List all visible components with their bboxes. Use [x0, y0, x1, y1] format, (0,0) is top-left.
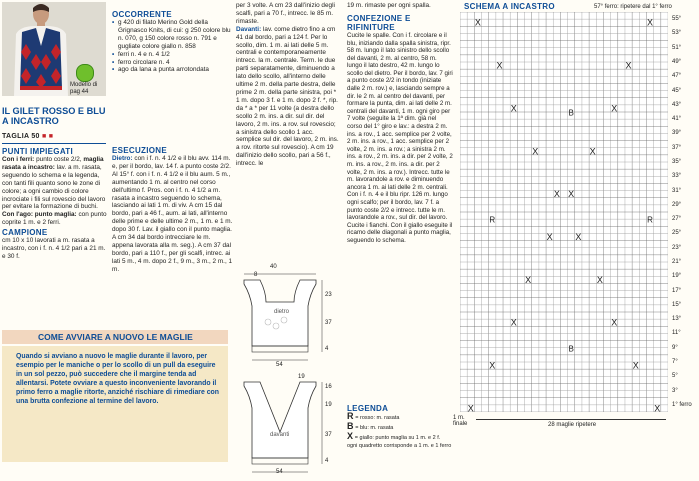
row-label: 17°	[672, 287, 682, 294]
cell-x-mark: X	[510, 103, 517, 114]
row-label: 33°	[672, 173, 682, 180]
front-label: Davanti:	[236, 25, 262, 33]
front-rib	[252, 458, 308, 464]
front-text: lav. come dietro fino a cm 41 dal bordo, pari a 124 f. Per lo scollo, dim. 1 m. ai lati delle 5 m. centrali e contemporaneamente intrecc. la m. centrale. Term. le due parti separatamente, diminuendo a lato dello scollo, all'interno delle ultime 2 m. della parte destra, delle prime 2 m. della parte sinistra, poi * 1 m. dopo 3 f. e 1 m. dopo 2 f. *, rip. da * a * per 11 volte (a destra dello scollo 2 m. ins. a dir. sul dir. del lavoro, 2 m. ins. a rov. sul rovescio; a sinistra dello scollo 1 acc. semplice sul dir. del lavoro, 2 m. ins. a rov. ritorte sul rovescio). A cm 19 dall'inizio dello scollo, pari a 56 f., intrecc. le	[236, 25, 339, 168]
legend-item	[347, 420, 453, 433]
first-stitch-label: 1 m. finale	[453, 415, 468, 427]
stitches-duplicate-label: punto maglia:	[34, 211, 77, 219]
row-label: 13°	[672, 316, 682, 323]
front-outline	[244, 382, 316, 458]
legend-symbol-x: X	[347, 430, 354, 441]
legend-heading: LEGENDA	[347, 404, 389, 413]
row-label: 37°	[672, 144, 682, 151]
finishing-heading: CONFEZIONE E RIFINITURE	[347, 13, 411, 32]
legend	[347, 404, 453, 449]
stitches-paragraph-needles	[2, 156, 108, 211]
cell-x-mark: X	[647, 17, 654, 28]
row-label: 39°	[672, 130, 682, 137]
cell-x-mark: X	[474, 17, 481, 28]
execution-heading: ESECUZIONE	[112, 146, 168, 155]
front-right-measure: 37	[325, 432, 332, 438]
cell-x-mark: X	[632, 360, 639, 371]
legend-symbol-r: R	[347, 411, 354, 421]
cell-x-mark: X	[654, 403, 661, 412]
back-label: dietro	[274, 309, 290, 315]
schema-top-note: 57° ferro: ripetere dal 1° ferro	[594, 4, 672, 10]
legend-symbol-b: B	[347, 420, 354, 431]
cell-x-mark: X	[467, 403, 474, 412]
front-top-measure: 19	[298, 374, 305, 380]
front-right-measure: 4	[325, 458, 329, 464]
repeat-label: 28 maglie ripetere	[548, 422, 597, 428]
cell-r-label: R	[647, 215, 653, 225]
stitches-section	[2, 147, 108, 261]
size-label-text: TAGLIA 50	[2, 133, 40, 140]
cell-x-mark: X	[496, 60, 503, 71]
cell-x-mark: X	[596, 274, 603, 285]
stitches-paragraph-needle	[2, 211, 108, 227]
row-label: 51°	[672, 44, 682, 51]
back-text: con i f. n. 4 1/2 e il blu avv. 114 m. e, per il bordo, lav. 14 f. a punto coste 2/2. Al 15° f. con i f. n. 4 1/2 e il blu aum. 5 m., aumentando 1 m. al centro nel corso dell'ultimo f. Pros. con i f. n. 4 1/2 a m. rasata a incastro seguendo lo schema, lasciando ai lati 1 m. di viv. A cm 15 dal bordo, pari a 46 f., aum. ai lati, all'interno delle prime e delle ultime 2 m., 1 m. e 1 m. dopo 30 f. Lav. il giallo con il punto maglia. A cm 34 dal bordo intrecciare le m. appena lavorata alla m. seg.). A cm 37 dal bordo, pari a 110 f., per gli scalfi, intrec. ai lati 5 m., 4 m. dopo 2 f., 9 m., 3 m., 2 m., 1 m.	[112, 155, 233, 273]
cell-b-label: B	[568, 108, 574, 118]
cell-x-mark: X	[553, 189, 560, 200]
row-label: 49°	[672, 59, 682, 65]
back-top-measure: 40	[270, 264, 277, 270]
materials-section	[112, 10, 234, 74]
execution-continued	[236, 2, 340, 168]
back-label: Dietro:	[112, 155, 133, 162]
cell-r-label: R	[489, 215, 496, 225]
diagrams	[236, 262, 340, 476]
back-right-measure: 23	[325, 292, 332, 298]
model-photo	[2, 2, 106, 96]
back-side-measure: 8	[254, 272, 258, 278]
row-label: 11°	[672, 330, 681, 337]
row-label: 9°	[672, 344, 678, 351]
cell-x-mark: X	[510, 317, 517, 328]
row-label: 43°	[672, 101, 682, 108]
page-title: IL GILET ROSSO E BLU A INCASTRO	[2, 106, 106, 126]
row-label: 19°	[672, 273, 682, 280]
tip-box	[2, 346, 228, 462]
front-bottom-measure: 54	[276, 469, 283, 475]
row-label: 31°	[672, 187, 682, 194]
row-label: 45°	[672, 87, 682, 94]
materials-item: • ago da lana a punta arrotondata	[112, 66, 234, 74]
row-label: 1° ferro	[672, 401, 692, 408]
row-label: 41°	[672, 116, 682, 123]
photo-caption: Modello di pag 44	[70, 82, 98, 95]
row-labels	[670, 12, 698, 412]
row-label: 29°	[672, 201, 682, 208]
front-right-measure: 16	[325, 384, 332, 390]
finishing-section	[347, 2, 453, 245]
execution-col2a: per 3 volte. A cm 23 dall'inizio degli scalfi, pari a 70 f., intrecc. le 85 m. rimaste.	[236, 2, 335, 25]
legend-item	[347, 413, 453, 423]
size-marker-icon: ■ ■	[41, 133, 54, 140]
stitches-duplicate-text: con punto coprite 1 m. e 2 ferri.	[2, 211, 107, 227]
finishing-text: Cucite le spalle. Con i f. circolare e il blu, iniziando dalla spalla sinistra, ripr. 58 m. lungo il lato sinistro dello scollo del davanti, 2 m. al centro, 58 m. lungo il lato destro, 42 m. lungo lo scollo del dietro. Per il bordo, lav. 7 giri a punto coste 2/2 in tondo (iniziate dalle 2 m. rov.) e, lasciando sempre a dir. le 2 m. al centro del davanti, per formare la punta, dim. ai lati delle 2 m. centrali del davanti, 1 m. ogni giro per 7 volte (seguite la 1ª dim. già nel corso del 1° giro e lav.: a destra 2 m. ins. a rov., 1 acc. semplice per 2 volte, 2 m. ins. a rov., 1 acc. semplice per 2 volte, 2 m. ins. a rov.; a sinistra 2 m. ins. a rov., 2 m. ins. a dir. per 2 volte, 2 m. ins. a rov., 2 m. ins. a dir. per 2 volte, 2 m. ins. a rov.). Intrecc. tutte le m. lavorandole a rov. e diminuendo ancora 1 m. ai lati delle 2 m. centrali. Con i f. n. 4 e il blu ripr. 126 m. lungo ogni scalfo; per il bordo, lav. 7 f. a punto coste 2/2 e intrecc. tutte le m. lavorandole a rov., sul dir. del lavoro. Cucite i fianchi. Con il giallo eseguite il ricamo delle diagonali a punto maglia, seguendo lo schema.	[347, 31, 453, 244]
row-label: 23°	[672, 244, 682, 251]
execution-section	[112, 146, 233, 274]
cell-x-mark: X	[589, 146, 596, 157]
row-label: 47°	[672, 73, 682, 80]
back-rib	[252, 346, 308, 352]
materials-item: • ferri n. 4 e n. 4 1/2	[112, 51, 234, 59]
back-right-measure: 4	[325, 346, 329, 352]
divider	[2, 143, 106, 144]
cell-x-mark: X	[489, 360, 496, 371]
front-right-measure: 19	[325, 402, 332, 408]
row-label: 27°	[672, 216, 682, 223]
row-label: 7°	[672, 359, 678, 365]
row-label: 5°	[672, 373, 678, 380]
row-label: 53°	[672, 30, 682, 37]
row-label: 15°	[672, 301, 682, 308]
execution-col2b: 19 m. rimaste per ogni spalla.	[347, 2, 431, 9]
cell-x-mark: X	[525, 274, 532, 285]
cell-x-mark: X	[546, 232, 553, 242]
gauge-heading: CAMPIONE	[2, 228, 48, 238]
yarn-ball-icon	[76, 64, 94, 82]
materials-item: • ferro circolare n. 4	[112, 59, 234, 67]
materials-list	[112, 19, 234, 74]
legend-item	[347, 430, 453, 443]
row-label: 3°	[672, 387, 678, 394]
row-label: 25°	[672, 230, 682, 237]
row-label: 21°	[672, 259, 682, 265]
stitches-needles-text: punto coste 2/2,	[34, 156, 84, 163]
legend-text: = blu: m. rasata	[355, 424, 394, 431]
chart-grid	[460, 12, 668, 412]
cell-x-mark: X	[575, 232, 582, 242]
cell-x-mark: X	[625, 60, 632, 71]
back-right-measure: 37	[325, 320, 332, 326]
intarsia-chart	[460, 12, 668, 412]
legend-note: ogni quadretto corrisponde a 1 m. e 1 ferro	[347, 442, 452, 449]
tip-text: Quando si avviano a nuovo le maglie durante il lavoro, per esempio per le maniche o per lo scollo di un pull da eseguire in un sol pezzo, può succedere che il margine tenda ad allentarsi. Potete ovviare a questo inconveniente lavorando il primo ferro a maglie ritorte, anziché rischiare di rimediare con una brutta confezione al termine del lavoro.	[16, 353, 219, 406]
stitches-heading: PUNTI IMPIEGATI	[2, 147, 74, 156]
size-label	[2, 133, 53, 140]
stitches-needles-label: Con i ferri:	[2, 156, 35, 163]
gauge-text: cm 10 x 10 lavorati a m. rasata a incastro, con i f. n. 4 1/2 pari a 21 m. e 30 f.	[2, 237, 106, 260]
execution-front	[236, 26, 340, 168]
front-label: davanti	[270, 432, 290, 438]
schema-heading: SCHEMA A INCASTRO	[464, 2, 555, 11]
materials-item: • g 420 di filato Merino Gold della Grignasco Knits, di cui: g 250 colore blu n. 070, g 150 colore rosso n. 791 e gugliate colore giallo n. 858	[112, 19, 234, 51]
cell-x-mark: X	[532, 146, 539, 157]
repeat-bracket	[476, 419, 666, 420]
cell-x-mark: X	[611, 103, 618, 114]
tip-banner: COME AVVIARE A NUOVO LE MAGLIE	[2, 330, 228, 344]
execution-back	[112, 155, 233, 274]
stitches-intarsia-label: maglia rasata a incastro:	[2, 156, 104, 171]
stitches-intarsia-text: lav. a m. rasata, seguendo lo schema e la legenda, con tanti fili quanto sono le zone di colore; a ogni cambio di colore incrociate i fili sul rovescio del lavoro per evitare la formazione di buchi.	[2, 163, 106, 211]
cell-x-mark: X	[611, 317, 618, 328]
materials-heading: OCCORRENTE	[112, 10, 172, 19]
row-label: 55°	[672, 16, 682, 23]
legend-text: = giallo: punto maglia su 1 m. e 2 f.	[354, 434, 441, 441]
stitches-needle-label: Con l'ago:	[2, 211, 33, 219]
cell-b-label: B	[568, 344, 574, 354]
back-bottom-measure: 54	[276, 362, 283, 368]
legend-text: = rosso: m. rasata	[355, 415, 400, 421]
row-label: 35°	[672, 159, 682, 165]
cell-x-mark: X	[568, 189, 575, 200]
